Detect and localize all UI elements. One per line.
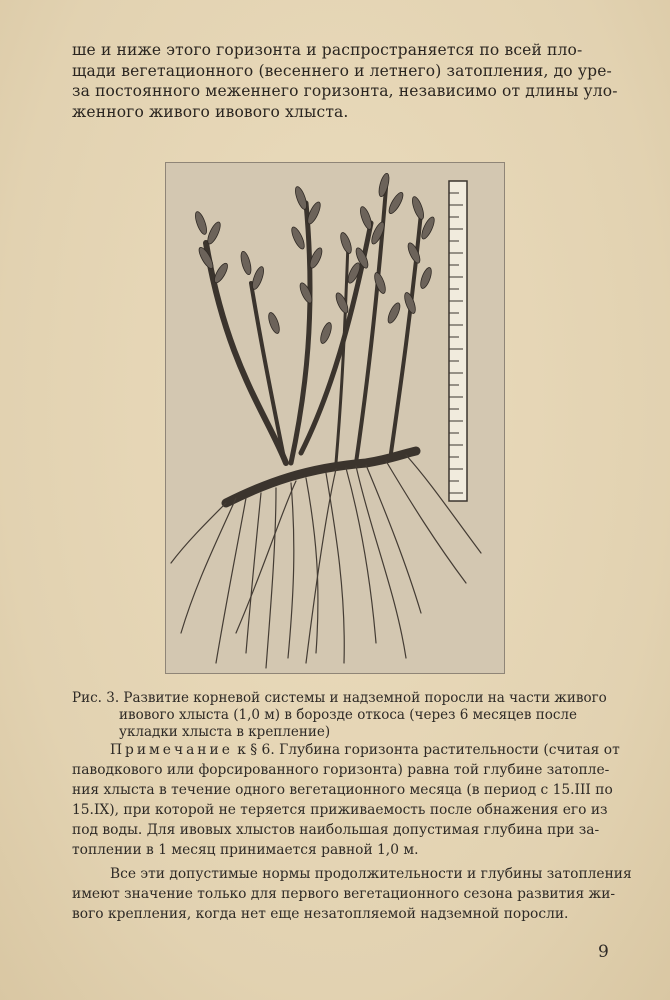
text-line: 15.IX), при которой не теряется приживаемость после обнажения его из xyxy=(72,802,608,818)
caption-line: Рис. 3. Развитие корневой системы и надземной поросли на части живого xyxy=(72,690,607,706)
text-line: щади вегетационного (весеннего и летнего) затопления, до уре- xyxy=(72,61,612,80)
text-line: ше и ниже этого горизонта и распространяется по всей пло- xyxy=(72,41,583,59)
text-line: женного живого ивового хлыста. xyxy=(72,102,349,121)
root-system xyxy=(171,455,481,668)
measuring-ruler xyxy=(449,181,467,501)
willow-leaves xyxy=(193,172,437,344)
summary-paragraph xyxy=(72,864,632,924)
plant-stems xyxy=(206,188,421,503)
text-line xyxy=(72,740,620,760)
figure-caption xyxy=(72,690,632,741)
caption-line: укладки хлыста в крепление) xyxy=(119,724,331,740)
text-line: топлении в 1 месяц принимается равной 1,0 м. xyxy=(72,842,419,858)
note-paragraph xyxy=(72,740,620,860)
figure-illustration xyxy=(165,162,505,674)
text-line: Все эти допустимые нормы продолжительности и глубины затопления xyxy=(110,866,632,882)
page-number: 9 xyxy=(598,942,609,962)
note-text: к § 6. Глубина горизонта растительности (считая от xyxy=(232,742,620,758)
text-line: вого крепления, когда нет еще незатопляемой надземной поросли. xyxy=(72,906,569,922)
caption-line: ивового хлыста (1,0 м) в борозде откоса (через 6 месяцев после xyxy=(119,707,577,723)
note-heading: Примечание xyxy=(110,742,233,758)
text-line: под воды. Для ивовых хлыстов наибольшая допустимая глубина при за- xyxy=(72,822,600,838)
text-line: за постоянного меженнего горизонта, независимо от длины уло- xyxy=(72,82,618,100)
text-line: имеют значение только для первого вегетационного сезона развития жи- xyxy=(72,886,616,902)
body-paragraph xyxy=(72,40,617,122)
text-line: паводкового или форсированного горизонта) равна той глубине затопле- xyxy=(72,762,610,778)
text-line: ния хлыста в течение одного вегетационного месяца (в период с 15.III по xyxy=(72,782,613,798)
willow-root-drawing xyxy=(166,163,504,673)
